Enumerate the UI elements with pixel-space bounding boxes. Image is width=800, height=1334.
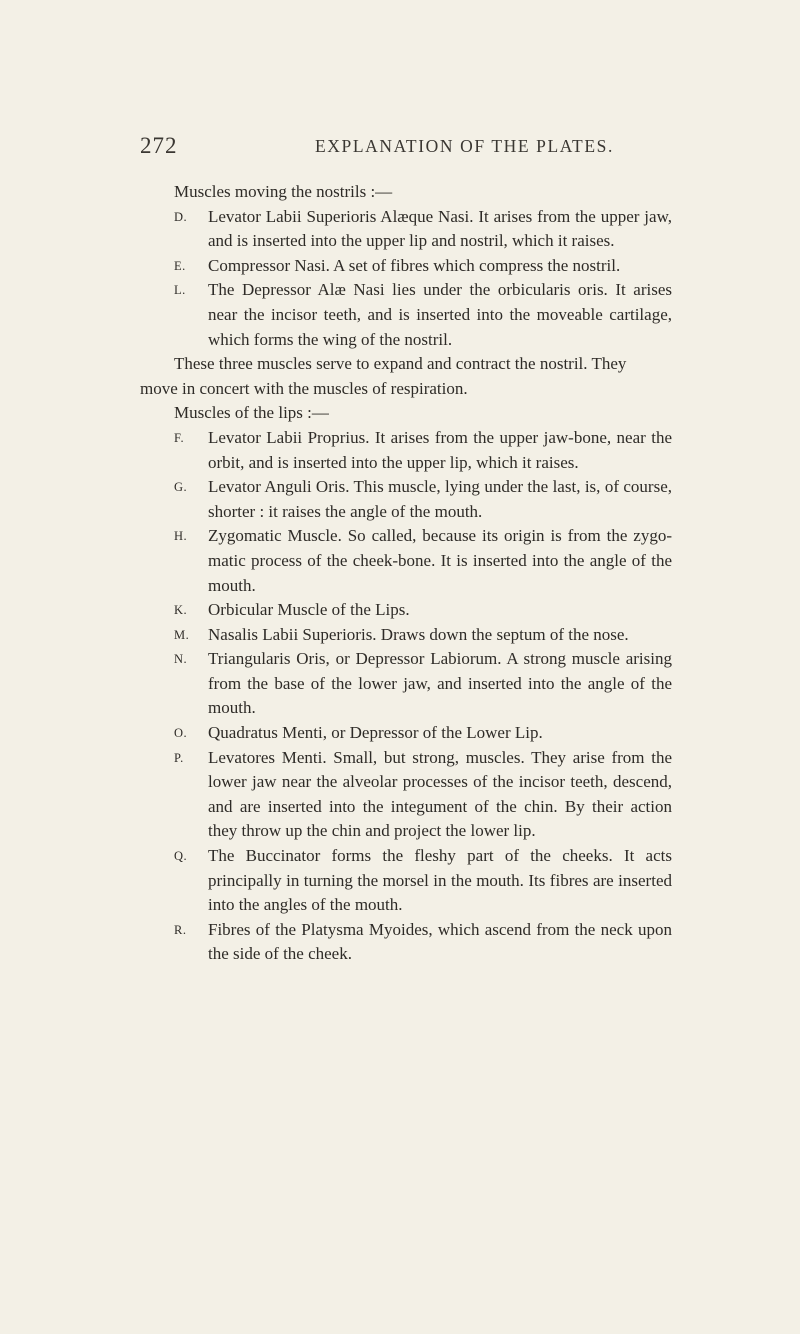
entry-o	[174, 721, 672, 746]
entry-letter: H.	[174, 529, 188, 544]
entry-text: The Buccinator forms the fleshy part of the cheeks. It acts principally in turning the morsel in the mouth. Its fibres are inserted into the angles of the mouth.	[208, 846, 672, 915]
page-number: 272	[140, 133, 178, 158]
entry-letter: E.	[174, 258, 186, 273]
lips-intro: Muscles of the lips :—	[174, 403, 329, 423]
entry-e	[174, 254, 672, 279]
running-head: EXPLANATION OF THE PLATES.	[315, 136, 614, 156]
entry-letter: R.	[174, 922, 187, 937]
entry-m	[174, 623, 672, 648]
page-header	[140, 133, 680, 163]
entry-text: Fibres of the Platysma Myoides, which ascend from the neck upon the side of the cheek.	[208, 919, 672, 964]
entry-letter: K.	[174, 603, 188, 618]
entry-text: Levatores Menti. Small, but strong, muscles. They arise from the lower jaw near the alveolar processes of the incisor teeth, descend, and are inserted into the integument of the chin. By their action they throw up the chin and project the lower lip.	[208, 747, 672, 841]
entry-letter: G.	[174, 480, 188, 495]
entry-r	[174, 918, 672, 967]
entry-p	[174, 746, 672, 844]
entry-text: Compressor Nasi. A set of fibres which compress the nostril.	[208, 255, 621, 275]
entry-k	[174, 598, 672, 623]
entry-letter: N.	[174, 652, 188, 667]
nostrils-intro: Muscles moving the nostrils :—	[174, 182, 393, 201]
entry-text: Nasalis Labii Superioris. Draws down the septum of the nose.	[208, 624, 629, 644]
entry-text: Levator Anguli Oris. This muscle, lying under the last, is, of course, shorter : it raises the angle of the mouth.	[208, 477, 672, 521]
entry-text: Levator Labii Proprius. It arises from the upper jaw-bone, near the orbit, and is inserted into the upper lip, which it raises.	[208, 427, 672, 472]
entry-text: Levator Labii Superioris Alæque Nasi. It arises from the upper jaw, and is inserted into the upper lip and nostril, which it raises.	[208, 206, 672, 251]
entry-letter: P.	[174, 750, 184, 765]
entry-d	[174, 205, 672, 254]
entry-text: Zygomatic Muscle. So called, because its origin is from the zygo- matic process of the cheek-bone. It is inserted into the angle of the mouth.	[208, 526, 672, 595]
entry-text: Triangularis Oris, or Depressor Labiorum. A strong muscle arising from the base of the lower jaw, and inserted into the angle of the mouth.	[208, 649, 672, 718]
entry-q	[174, 844, 672, 918]
entry-letter: O.	[174, 726, 188, 741]
entry-g	[174, 475, 672, 524]
entry-text: Quadratus Menti, or Depressor of the Lower Lip.	[208, 723, 543, 743]
entry-l	[174, 278, 672, 352]
nostrils-summary-line-2: move in concert with the muscles of respiration.	[140, 378, 468, 398]
entry-f	[174, 426, 672, 475]
entry-letter: F.	[174, 430, 185, 445]
entry-letter: M.	[174, 627, 190, 642]
entry-text: The Depressor Alæ Nasi lies under the orbicularis oris. It arises near the incisor teeth, and is inserted into the moveable cartilage, which forms the wing of the nostril.	[208, 280, 672, 349]
body-text	[140, 180, 672, 967]
entry-text: Orbicular Muscle of the Lips.	[208, 600, 410, 620]
nostrils-summary-line-1: These three muscles serve to expand and contract the nostril. They	[174, 354, 627, 374]
entry-h	[174, 524, 672, 598]
entry-n	[174, 647, 672, 721]
entry-letter: D.	[174, 209, 188, 224]
entry-letter: L.	[174, 283, 186, 298]
entry-letter: Q.	[174, 849, 188, 864]
